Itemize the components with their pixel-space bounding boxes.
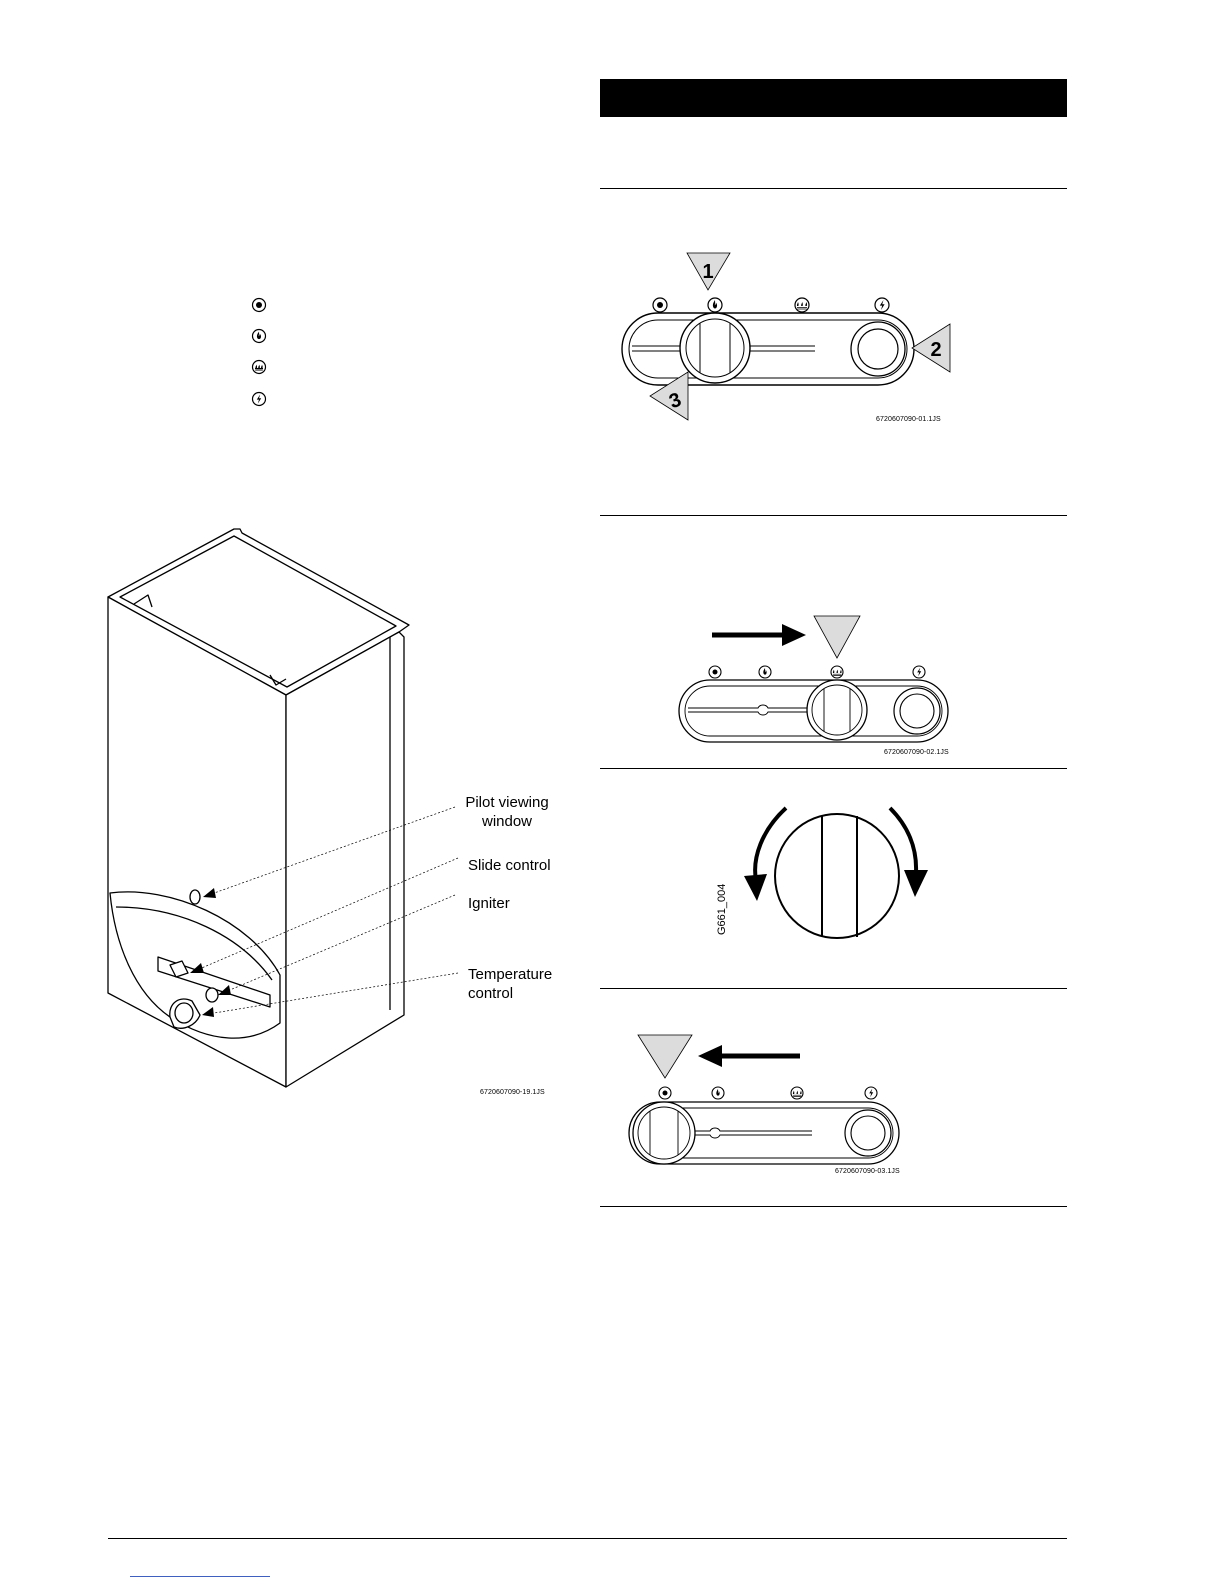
step4-code: 6720607090-03.1JS bbox=[835, 1168, 900, 1175]
step4-control-panel bbox=[600, 1030, 920, 1170]
step1-control-panel bbox=[600, 250, 960, 425]
footer-link-underline[interactable] bbox=[130, 1576, 270, 1577]
divider bbox=[600, 188, 1067, 189]
divider bbox=[600, 1206, 1067, 1207]
step2-control-panel bbox=[680, 612, 960, 752]
step3-code: G661_004 bbox=[716, 883, 728, 935]
marker-1: 1 bbox=[702, 261, 714, 283]
divider bbox=[600, 515, 1067, 516]
step3-knob-rotation bbox=[740, 800, 950, 940]
figure-code: 6720607090-19.1JS bbox=[480, 1089, 545, 1096]
marker-2: 2 bbox=[930, 339, 942, 361]
step2-code: 6720607090-02.1JS bbox=[884, 749, 949, 756]
step1-code: 6720607090-01.1JS bbox=[876, 416, 941, 423]
off-dot-icon bbox=[251, 297, 267, 313]
divider bbox=[600, 768, 1067, 769]
main-burner-icon bbox=[251, 359, 267, 375]
label-slide-control: Slide control bbox=[468, 857, 551, 874]
pilot-flame-icon bbox=[251, 328, 267, 344]
label-pilot-viewing-window: Pilot viewing window bbox=[465, 794, 549, 830]
footer-divider bbox=[108, 1538, 1067, 1539]
igniter-spark-icon bbox=[251, 391, 267, 407]
section-header-bar bbox=[600, 79, 1067, 117]
label-igniter: Igniter bbox=[468, 895, 510, 912]
label-temperature-control: Temperature control bbox=[468, 966, 553, 1002]
divider bbox=[600, 988, 1067, 989]
marker-3: 3 bbox=[666, 388, 685, 414]
